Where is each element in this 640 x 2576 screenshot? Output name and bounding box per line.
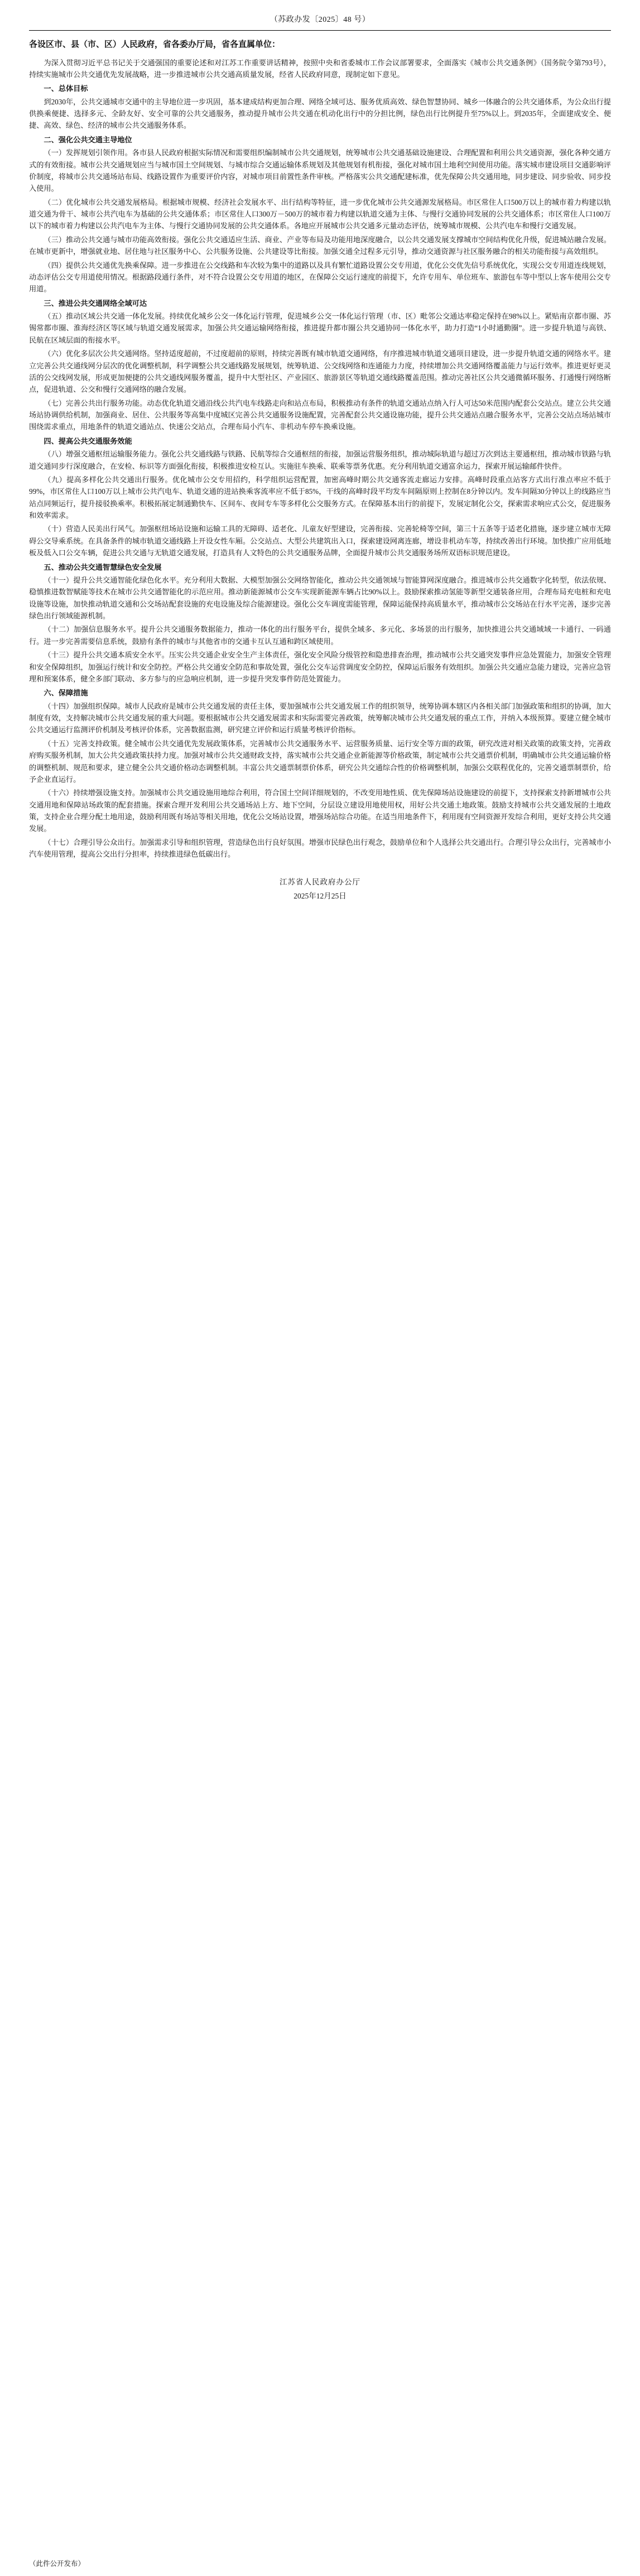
section-heading: 四、提高公共交通服务效能 [44, 436, 132, 445]
body-paragraph: （十四）加强组织保障。城市人民政府是城市公共交通发展的责任主体，要加强城市公共交通发展工作的组织领导，统筹协调本辖区内各相关部门加强政策和组织的协调，加大制度有效，支持解决城市公共交通发展的重大问题。要根据城市公共交通发展需求和实际需要完善政策，统筹解决城市公共交通发展的重点工作，并纳入本级预算。要建立健全城市公共交通运行监测评价机制及考核评价体系，完善数据监测，研究建立评价和运行质量考核评价指标。 [29, 701, 611, 734]
section-heading: 二、强化公共交通主导地位 [44, 135, 132, 144]
body-paragraph: （十二）加强信息服务水平。提升公共交通服务数据能力，推动一体化的出行服务平台，提供全域多、多元化、多场景的出行服务，加快推进公共交通域域一卡通行、一码通行。进一步完善需要信息系统，鼓励有条件的城市与其他省市的交通卡互认互通和跨区域使用。 [29, 625, 611, 646]
document-addressee: 各设区市、县（市、区）人民政府，省各委办厅局，省各直属单位： [29, 40, 281, 49]
body-paragraph: 到2030年，公共交通城市交通中的主导地位进一步巩固，基本建成结构更加合理、网络全域可达、服务优质高效、绿色智慧协同、城乡一体融合的公共交通体系，为公众出行提供换乘便捷、选择多元、全龄友好、安全可靠的公共交通服务，推动提升城市公共交通在机动化出行中的分担比例，绿色出行比例提升至75%以上。到2035年，全面建成安全、便捷、高效、绿色、经济的城市公共交通服务体系。 [29, 97, 611, 130]
body-paragraph: （九）提高多样化公共交通出行服务。优化城市公交专用招约，科学组织运营配置，加密高峰时期公共交通客流走廊运力安排。高峰时段重点站客方式出行准点率应不低于99%，市区常住人口100万以上城市公共汽电车、轨道交通的进站换乘客流率应不低于85%，干线的高峰时段平均发车间隔原则上控制在8分钟以内。发车间隔30分钟以上的线路应当站点同频运行，提升接驳换乘率。积极拓展定制通勤快车、区间车、夜间专车等多样化公交服务方式。在保障基本出行的前提下，发展定制化公交，探索需求响应式公交，促进服务和效率需求。 [29, 475, 611, 520]
signature-block [29, 875, 611, 903]
body-paragraph: （十一）提升公共交通智能化绿色化水平。充分利用大数据、大模型加强公交网络智能化，推动公共交通领域与智能算网深度融合。推进城市公共交通数字化转型，依法依规、稳慎推进数智赋能等技术在城市公共交通智能化的示范应用。推动新能源城市公交车实现新能源车辆占比90%以上。鼓励探索推动氢能等新型交通装备应用，合理布局充电桩和充电设施等设施，加快推动轨道交通和公交场站配套设施的充电设施及综合能源建设。强化公交车调度需能管理，保障运能保持高质量水平，推动城市公交场站在行水平完善，逐步完善绿色出行领域能源机制。 [29, 575, 611, 620]
body-paragraph: （八）增强交通枢纽运输服务能力。强化公共交通线路与铁路、民航等综合交通枢纽的衔接，加强运营服务组织，推动城际轨道与超过万次到达主要通枢纽，推动城市铁路与轨道交通同步行深度融合，在安检、标识等方面强化衔接，积极推进安检互认。实施驻车换乘、联乘等票务优惠。充分利用轨道交通富余运力，探索开展运输邮件快件。 [29, 450, 611, 470]
body-paragraph: （十六）持续增强设施支持。加强城市公共交通设施用地综合利用，符合国土空间详细规划的，不改变用地性质、优先保障场站设施建设的前提下，支持探索支持新增城市公共交通用地和保障站场政策的配套措施。探索合理开发利用公共交通场站上方、地下空间，分层设立建设用地使用权，用好公共交通土地政策。鼓励支持城市公共交通发展的土地政策，支持企业合理分配土地用途，鼓励利用既有场站等相关用地，优化公交场站设置，增强场站综合功能。在适当用地条件下，利用现有空间资源开发综合利用，更好支持公共交通发展。 [29, 789, 611, 833]
body-paragraph: （十五）完善支持政策。健全城市公共交通优先发展政策体系，完善城市公共交通服务水平、运营服务质量、运行安全等方面的政策，研究改进对相关政策的政策支持，完善政府购买服务机制，加大公共交通政策扶持力度。加强对城市公共交通财政支持，落实城市公共交通企业新能源等价格政策，制定城市公共交通票价机制，明确城市公共交通运输价格的调整机制、规范和要求，建立健全公共交通价格动态调整机制。丰富公共交通票制票价体系，研究公共交通综合性的价格调整机制，加强公交联程优化的，完善交通票制票价，给予企业直运行。 [29, 739, 611, 784]
signature-org: 江苏省人民政府办公厅 [280, 877, 360, 886]
header-divider [29, 30, 611, 31]
body-paragraph: （十）营造人民美出行风气。加强枢纽场站设施和运输工具的无障碍、适老化、儿童友好型建设，完善衔接、完善轮椅等空间，第三十五条等于适老化措施，逐步建立城市无障碍公交导乘系统。在具备条件的城市轨道交通线路上开设女性车厢。公交站点、大型公共建筑出入口，探索建设网离连廊，增设非机动车等，持续改善出行环境。加快推广应用低地板及低入口公交车辆，促进公共交通与无轨道交通发展，打造具有人文特色的公共交通服务品牌，全面提升城市公共交通服务场所双语标识规范建设。 [29, 525, 611, 558]
body-paragraph: （十三）提升公共交通本质安全水平。压实公共交通企业安全生产主体责任，强化安全风险分级管控和隐患排查治理，推动城市公共交通突发事件应急处置能力，加强安全管理和安全保障组织，加强运行统计和安全防控。严格公共交通安全防范和事故处置，强化公交车运营调度安全防控，保障运后服务有效组织。加强公共交通应急能力建设，完善应急管理和预案体系，健全多部门联动、多方参与的应急响应机制，进一步提升突发事件防范处置能力。 [29, 651, 611, 683]
body-paragraph: （六）优化多层次公共交通网络。坚持适度超前，不过度超前的原则，持续完善既有城市轨道交通网络，有序推进城市轨道交通项目建设，进一步提升轨道交通的网络水平。建立完善公共交通线网分层次的优化调整机制，科学调整公共交通线路发展规划，统筹轨道、公交线网络和连通能力力度，持续增加公共交通网络覆盖能力与运行效率。推进更好更灵活的公交线网发展，形成更加便捷的公共交通线网服务覆盖，提升中大型社区、产业园区、旅游景区等轨道交通线路覆盖范围。推动完善社区公共交通微循环服务、打通慢行网络断点，促进轨道、公交和慢行交通网络的融合发展。 [29, 349, 611, 394]
signature-date: 2025年12月25日 [293, 892, 347, 901]
body-paragraph: 为深入贯彻习近平总书记关于交通强国的重要论述和对江苏工作重要讲话精神，按照中央和省委城市工作会议部署要求，全面落实《城市公共交通条例》（国务院令第793号），持续实施城市公共交通优先发展战略，进一步推进城市公共交通高质量发展，经省人民政府同意，现制定如下意见。 [29, 58, 611, 79]
body-paragraph: （一）发挥规划引领作用。各市县人民政府根据实际情况和需要组织编制城市公共交通规划，统筹城市公共交通基础设施建设、合理配置和利用公共交通资源，强化各种交通方式的有效衔接。城市公共交通规划应当与城市国土空间规划、与城市综合交通运输体系规划及其他规划有机衔接，强化对城市国土地利空间使用功能。落实城市建设项目交通影响评价制度，将城市公共交通场站布局、线路设置作为重要评价内容，对城市项目前置性条件审核。严格落实公共交通配建标准，优先保障公共交通用地，同步建设、同步验收、同步投入使用。 [29, 148, 611, 193]
document-number: （苏政办发〔2025〕48 号） [270, 16, 370, 24]
section-heading: 六、保障措施 [44, 689, 88, 698]
section-heading: 三、推进公共交通网络全域可达 [44, 299, 147, 307]
section-heading: 五、推动公共交通智慧绿色安全发展 [44, 563, 162, 571]
body-paragraph: （十七）合理引导公众出行。加强需求引导和组织管理，营造绿色出行良好氛围。增强市民绿色出行观念，鼓励单位和个人选择公共交通出行。合理引导公众出行，完善城市小汽车使用管理，提高公交出行分担率，持续推进绿色低碳出行。 [29, 838, 611, 859]
body-paragraph: （三）推动公共交通与城市功能高效衔接。强化公共交通适应生活、商业、产业等布局及功能用地深度融合，以公共交通发展支撑城市空间结构优化升级，促进城站融合发展。在城市更新中，增强就业地、居住地与社区服务中心、公共服务设施、公共建设等比衔接。加强交通全过程多元引导，推动交通资源与社区服务融合的相关功能衔接与高效组织。 [29, 235, 611, 256]
body-paragraph: （七）完善公共出行服务功能。动态优化轨道交通沿线公共汽电车线路走向和站点布局，积极推动有条件的轨道交通站点纳入行人可达50米范围内配套公交站点。建立公共交通场站协调供给机制，加强商业、居住、公共服务等高集中度城区完善公共交通服务设施配置，完善配套公共交通设施功能，提升公共交通站点融合服务水平，完善公交站点场站城市围绕需求重点，用地条件的轨道交通站点、快速公交站点，合理布局小汽车、非机动车停车换乘设施。 [29, 398, 611, 431]
body-paragraph: （四）提供公共交通优先换乘保障。进一步推进在公交线路和车次较为集中的道路以及具有繁忙道路设置公交专用道，优化公交优先信号系统优化，实现公交专用道连线规划，动态评估公交专用道使用情况。根据路段通行条件，对不符合设置公交专用道的地区，在保障公交运行速度的前提下，允许专用车、单位班车、旅游包车等中型以上客车使用公交专用道。 [29, 261, 611, 294]
publication-note: （此件公开发布） [29, 2560, 85, 2568]
document-body [29, 57, 611, 861]
section-heading: 一、总体目标 [44, 84, 88, 93]
body-paragraph: （二）优化城市公共交通发展格局。根据城市规模、经济社会发展水平、出行结构等特征，进一步优化城市公共交通源发展格局。市区常住人口500万以上的城市着力构建以轨道交通为骨干、城市公共汽电车为基础的公共交通体系；市区常住人口300万－500万的城市着力构建以轨道交通为主体、与慢行交通协同发展的公共交通体系；市区常住人口100万以下的城市着力构建以公共汽电车为主体、与慢行交通协同发展的公共交通体系。各地应开展城市公共交通多元量动态评估，统筹城市规模、公共汽电车和慢行交通发展。 [29, 198, 611, 230]
body-paragraph: （五）推动区域公共交通一体化发展。持续优化城乡公交一体化运行管理，促进城乡公交一体化运行管理（市、区）毗邻公交通达率稳定保持在98%以上。紧贴南京都市圈、苏锡常都市圈、淮海经济区等区域与轨道交通发展需求，加强公共交通运输网络衔接，推进提升都市圈公共交通协同一体化水平，助力打造“1小时通勤圈”。进一步提升轨道与高铁、民航在区域层面的衔接水平。 [29, 312, 611, 344]
